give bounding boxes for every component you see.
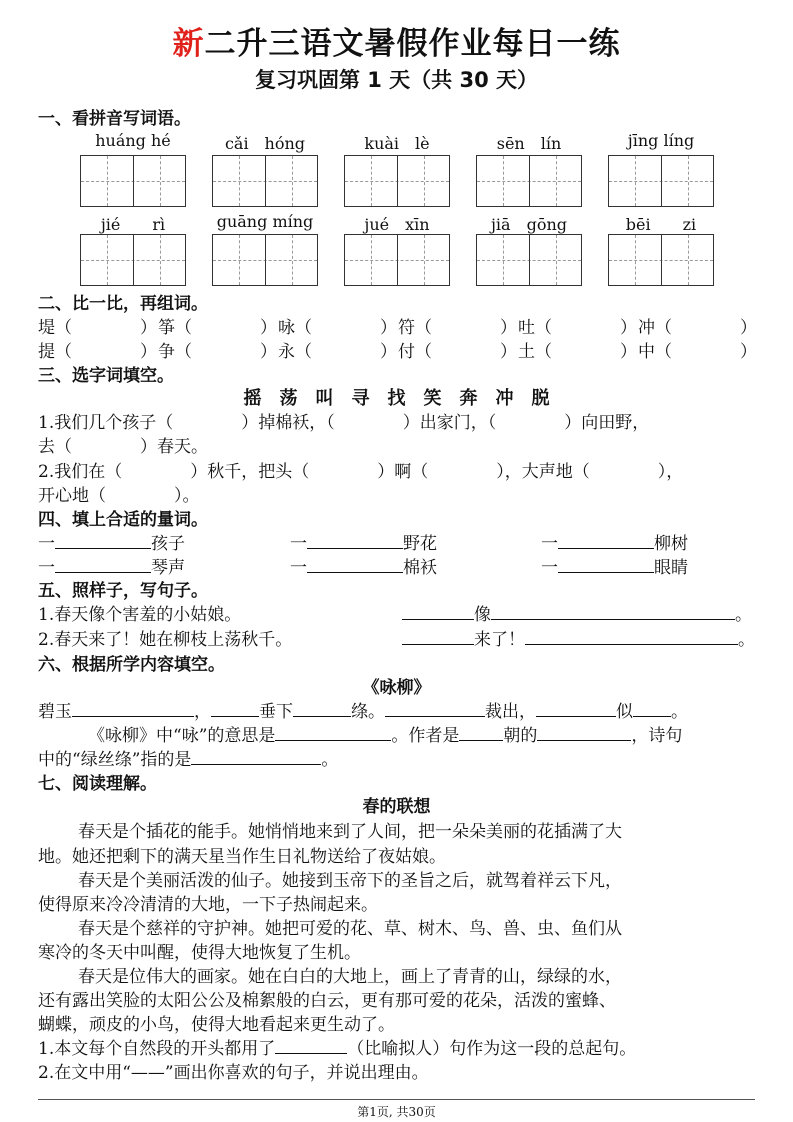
writing-box[interactable] xyxy=(80,234,186,286)
pinyin-label: bēi zi xyxy=(625,215,697,234)
compare-item[interactable]: 吐（ ） xyxy=(518,318,637,338)
writing-box[interactable] xyxy=(608,155,714,207)
title-text: 二升三语文暑假作业每日一练 xyxy=(204,26,621,62)
passage-p2-line2: 使得原来冷冷清清的大地，一下子热闹起来。 xyxy=(38,895,378,915)
s6-line-2: 《咏柳》中“咏”的意思是 。作者是 朝的 ，诗句 xyxy=(88,721,682,746)
writing-box[interactable] xyxy=(476,234,582,286)
pinyin-label: jīng líng xyxy=(627,131,695,150)
s3-q2-line1: 2.我们在（ ）秋千，把头（ ）啊（ ），大声地（ ）， xyxy=(38,462,684,482)
writing-box[interactable] xyxy=(476,155,582,207)
writing-box[interactable] xyxy=(80,155,186,207)
measure-word-item[interactable]: 一 琴声 xyxy=(38,553,185,578)
pinyin-label: jié rì xyxy=(100,215,166,234)
s6-line-3: 中的“绿丝绦”指的是 。 xyxy=(38,745,338,770)
poem-title: 《咏柳》 xyxy=(362,678,431,698)
writing-box[interactable] xyxy=(344,155,450,207)
pinyin-label: jiā gōng xyxy=(490,215,568,234)
word-bank: 摇 荡 叫 寻 找 笑 奔 冲 脱 xyxy=(243,388,550,409)
compare-item[interactable]: 付（ ） xyxy=(398,342,517,362)
measure-word-item[interactable]: 一 眼睛 xyxy=(541,553,688,578)
passage-p4-line3: 蝴蝶，顽皮的小鸟，使得大地看起来更生动了。 xyxy=(38,1015,395,1035)
s3-q2-line2: 开心地（ ）。 xyxy=(38,486,200,506)
pinyin-label: jué xīn xyxy=(364,215,430,234)
pinyin-label: cǎi hóng xyxy=(224,134,306,153)
writing-box[interactable] xyxy=(212,234,318,286)
compare-item[interactable]: 永（ ） xyxy=(278,342,397,362)
passage-p1-line2: 地。她还把剩下的满天星当作生日礼物送给了夜姑娘。 xyxy=(38,847,446,867)
passage-p4-line1: 春天是位伟大的画家。她在白白的大地上，画上了青青的山，绿绿的水， xyxy=(78,967,622,987)
measure-word-item[interactable]: 一 孩子 xyxy=(38,529,185,554)
section-6-heading: 六、根据所学内容填空。 xyxy=(38,655,225,675)
s6-line-1: 碧玉 ， 垂下 绦。 裁出， 似 。 xyxy=(38,697,688,722)
passage-p2-line1: 春天是个美丽活泼的仙子。她接到玉帝下的圣旨之后，就驾着祥云下凡， xyxy=(78,871,622,891)
compare-item[interactable]: 争（ ） xyxy=(158,342,277,362)
measure-word-item[interactable]: 一 野花 xyxy=(290,529,437,554)
writing-box[interactable] xyxy=(608,234,714,286)
passage-p3-line1: 春天是个慈祥的守护神。她把可爱的花、草、树木、鸟、兽、虫、鱼们从 xyxy=(78,919,622,939)
compare-item[interactable]: 土（ ） xyxy=(518,342,637,362)
writing-box[interactable] xyxy=(344,234,450,286)
section-1-heading: 一、看拼音写词语。 xyxy=(38,109,191,129)
section-2-heading: 二、比一比，再组词。 xyxy=(38,294,208,314)
section-5-heading: 五、照样子，写句子。 xyxy=(38,581,208,601)
s3-q1-line1: 1.我们几个孩子（ ）掉棉袄，（ ）出家门，（ ）向田野， xyxy=(38,413,650,433)
pinyin-label: sēn lín xyxy=(496,134,562,153)
compare-item[interactable]: 提（ ） xyxy=(38,342,157,362)
page-title xyxy=(0,18,793,63)
compare-item[interactable]: 中（ ） xyxy=(638,342,757,362)
compare-item[interactable]: 堤（ ） xyxy=(38,318,157,338)
compare-item[interactable]: 冲（ ） xyxy=(638,318,757,338)
page-number: 第1页, 共30页 xyxy=(357,1105,436,1119)
s5-answer-1: 像 。 xyxy=(402,600,752,625)
footer-divider xyxy=(38,1099,755,1100)
compare-item[interactable]: 符（ ） xyxy=(398,318,517,338)
passage-title: 春的联想 xyxy=(362,797,431,817)
writing-box[interactable] xyxy=(212,155,318,207)
section-4-heading: 四、填上合适的量词。 xyxy=(38,510,208,530)
passage-p3-line2: 寒冷的冬天中叫醒，使得大地恢复了生机。 xyxy=(38,943,361,963)
pinyin-label: huáng hé xyxy=(95,131,171,150)
s3-q1-line2: 去（ ）春天。 xyxy=(38,437,208,457)
s5-answer-2: 来了！ 。 xyxy=(402,625,755,650)
compare-item[interactable]: 咏（ ） xyxy=(278,318,397,338)
s5-example-2: 2.春天来了！她在柳枝上荡秋千。 xyxy=(38,630,293,650)
s7-question-1: 1.本文每个自然段的开头都用了 （比喻拟人）句作为这一段的总起句。 xyxy=(38,1034,636,1059)
s7-question-2: 2.在文中用“——”画出你喜欢的句子，并说出理由。 xyxy=(38,1063,429,1083)
s5-example-1: 1.春天像个害羞的小姑娘。 xyxy=(38,605,242,625)
measure-word-item[interactable]: 一 棉袄 xyxy=(290,553,437,578)
compare-item[interactable]: 筝（ ） xyxy=(158,318,277,338)
title-highlight: 新 xyxy=(172,26,205,62)
pinyin-label: guāng míng xyxy=(216,212,314,231)
section-7-heading: 七、阅读理解。 xyxy=(38,774,157,794)
measure-word-item[interactable]: 一 柳树 xyxy=(541,529,688,554)
passage-p4-line2: 还有露出笑脸的太阳公公及棉絮般的白云，更有那可爱的花朵，活泼的蜜蜂、 xyxy=(38,991,616,1011)
section-3-heading: 三、选字词填空。 xyxy=(38,366,174,386)
pinyin-label: kuài lè xyxy=(364,134,430,153)
passage-p1-line1: 春天是个插花的能手。她悄悄地来到了人间，把一朵朵美丽的花插满了大 xyxy=(78,822,622,842)
page-subtitle: 复习巩固第 1 天（共 30 天） xyxy=(254,68,539,92)
